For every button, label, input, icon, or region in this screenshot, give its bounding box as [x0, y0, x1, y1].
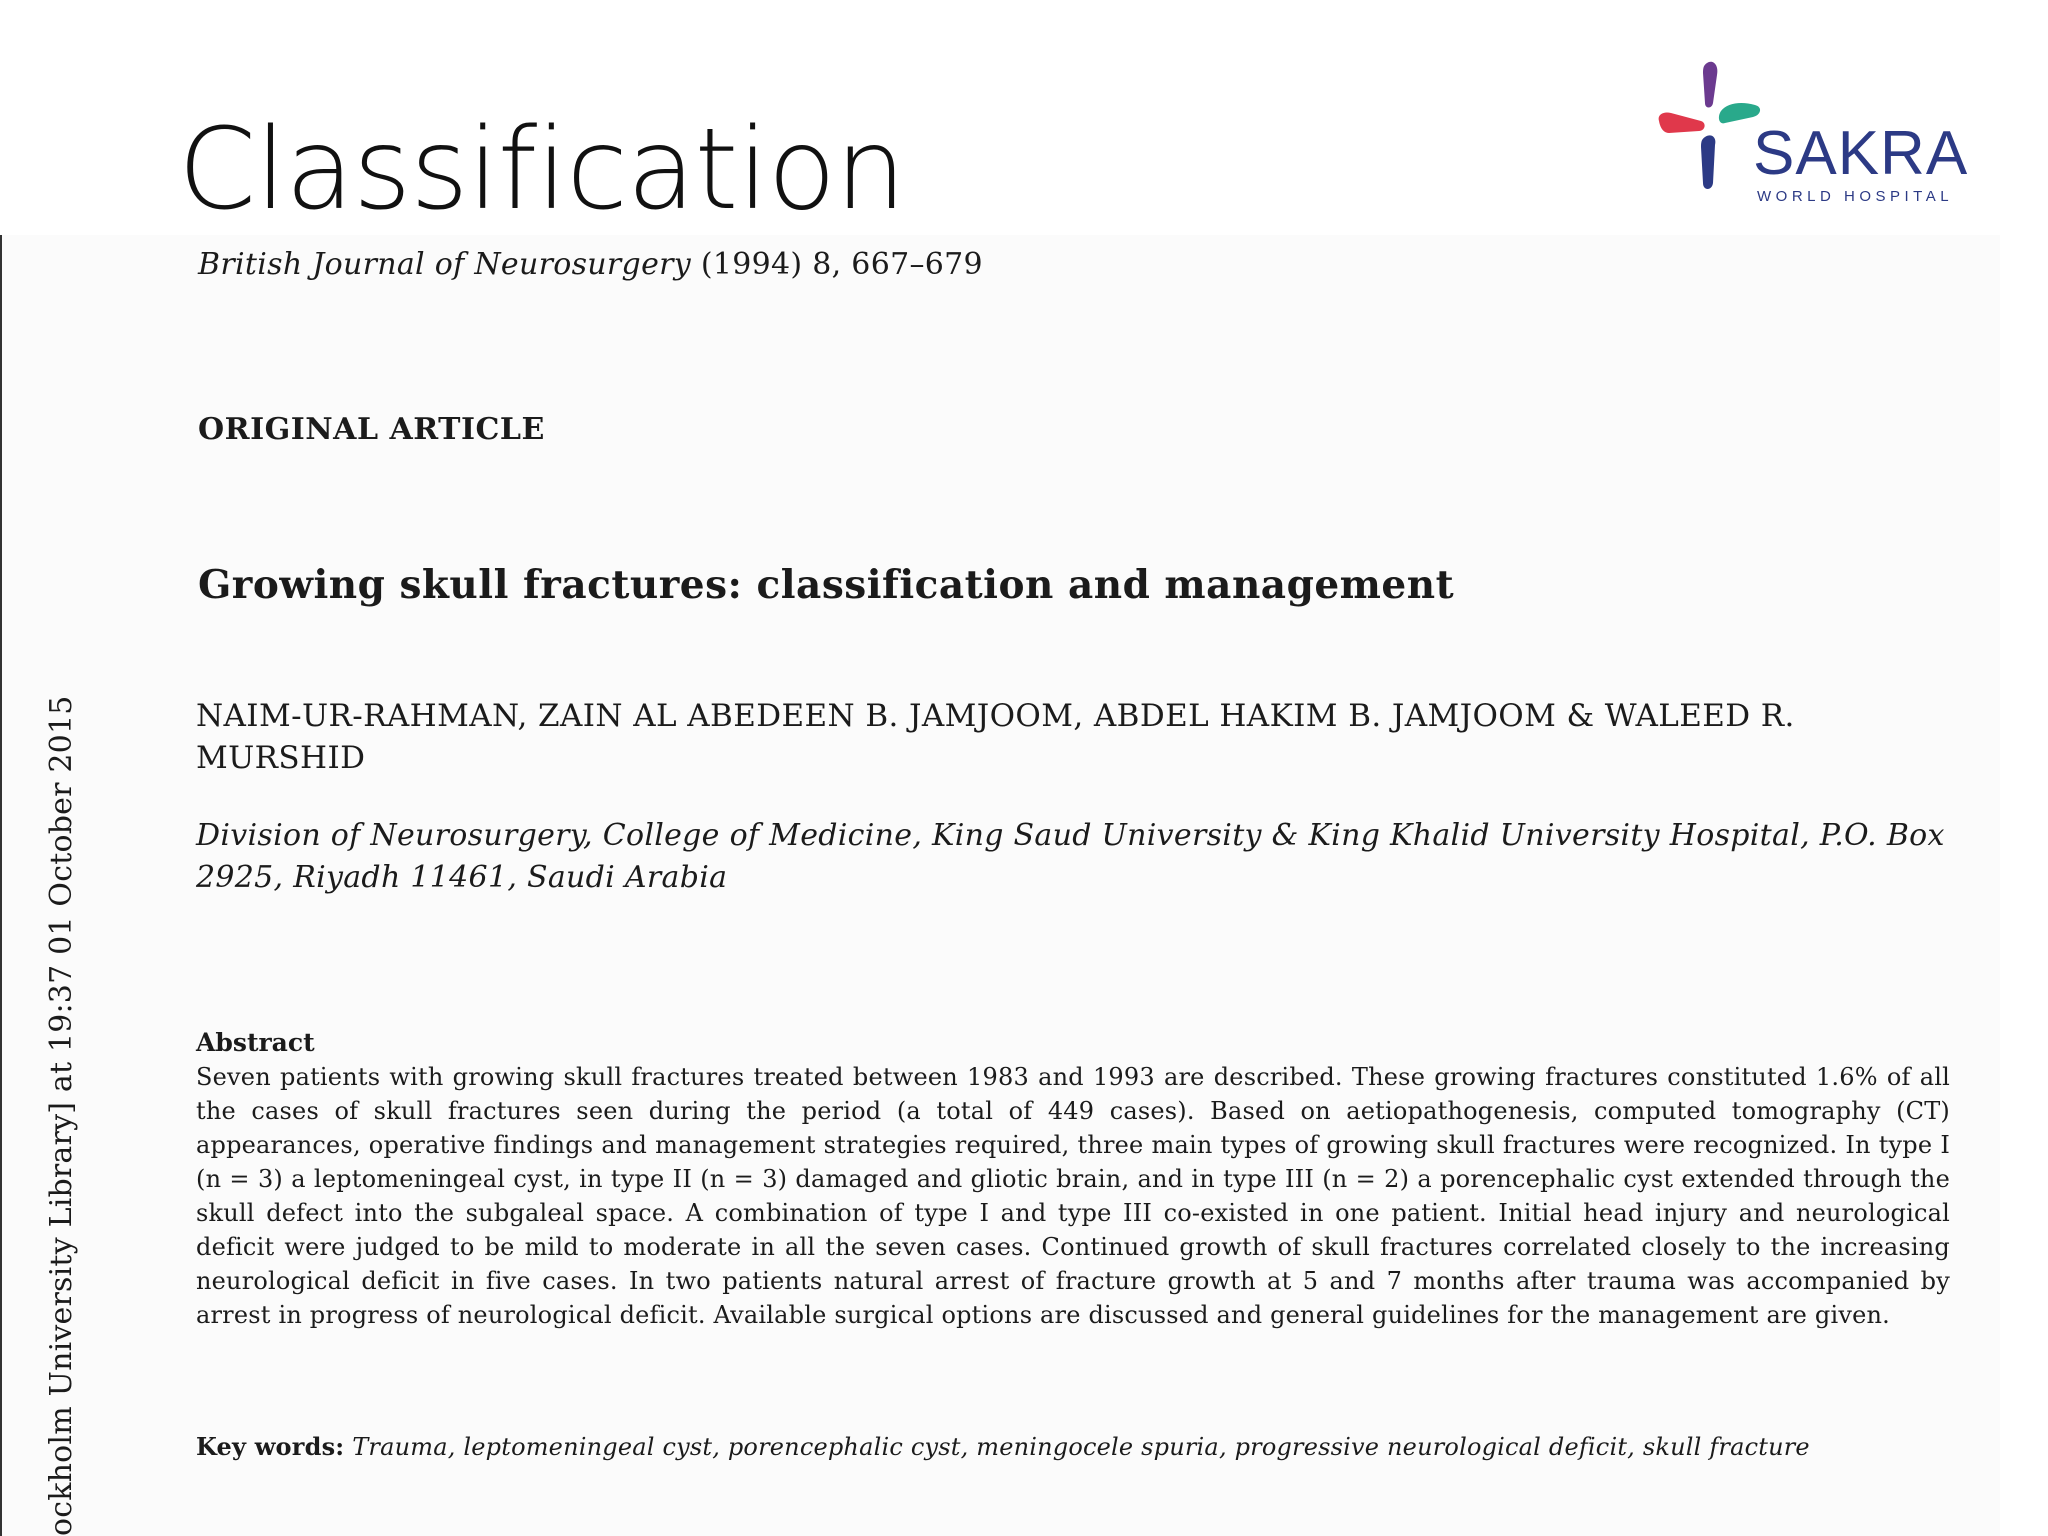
keywords-list: Trauma, leptomeningeal cyst, porencephalic cyst, meningocele spuria, progressive neurological deficit, skull fracture — [352, 1433, 1810, 1461]
article-type: ORIGINAL ARTICLE — [198, 412, 545, 447]
sakra-cross-icon — [1655, 55, 1765, 195]
logo-subtitle: WORLD HOSPITAL — [1757, 188, 1954, 205]
journal-citation: (1994) 8, 667–679 — [700, 247, 983, 282]
journal-name: British Journal of Neurosurgery — [198, 247, 692, 282]
slide-title: Classification — [178, 105, 906, 235]
author-list: NAIM-UR-RAHMAN, ZAIN AL ABEDEEN B. JAMJOOM, ABDEL HAKIM B. JAMJOOM & WALEED R. MURSHID — [196, 698, 1795, 776]
logo-wordmark: SAKRA — [1753, 119, 1969, 188]
download-stamp: ockholm University Library] at 19:37 01 October 2015 — [44, 695, 79, 1536]
affiliation: Division of Neurosurgery, College of Medicine, King Saud University & King Khalid University Hospital, P.O. Box 2925, Riyadh 11461, Saudi Arabia — [196, 818, 1945, 895]
paper-title: Growing skull fractures: classification and management — [198, 562, 1455, 608]
abstract-text: Seven patients with growing skull fractures treated between 1983 and 1993 are described. These growing fractures constituted 1.6% of all the cases of skull fractures seen during the period (a total of 449 cases). Based on aetiopathogenesis, computed tomography (CT) appearances, operative findings and management strategies required, three main types of growing skull fractures were recognized. In type I (n = 3) a leptomeningeal cyst, in type II (n = 3) damaged and gliotic brain, and in type III (n = 2) a porencephalic cyst extended through the skull defect into the subgaleal space. A combination of type I and type III co-existed in one patient. Initial head injury and neurological deficit were judged to be mild to moderate in all the seven cases. Continued growth of skull fractures correlated closely to the increasing neurological deficit in five cases. In two patients natural arrest of fracture growth at 5 and 7 months after trauma was accompanied by arrest in progress of neurological deficit. Available surgical options are discussed and general guidelines for the management are given. — [196, 1063, 1950, 1329]
hospital-logo — [1655, 55, 2000, 215]
paper-scan — [0, 235, 2000, 1536]
journal-line — [198, 245, 983, 285]
keywords-label: Key words: — [196, 1432, 345, 1461]
keywords — [196, 1430, 1950, 1464]
page-edge-rule — [0, 235, 2, 1536]
abstract-heading: Abstract — [196, 1028, 315, 1057]
